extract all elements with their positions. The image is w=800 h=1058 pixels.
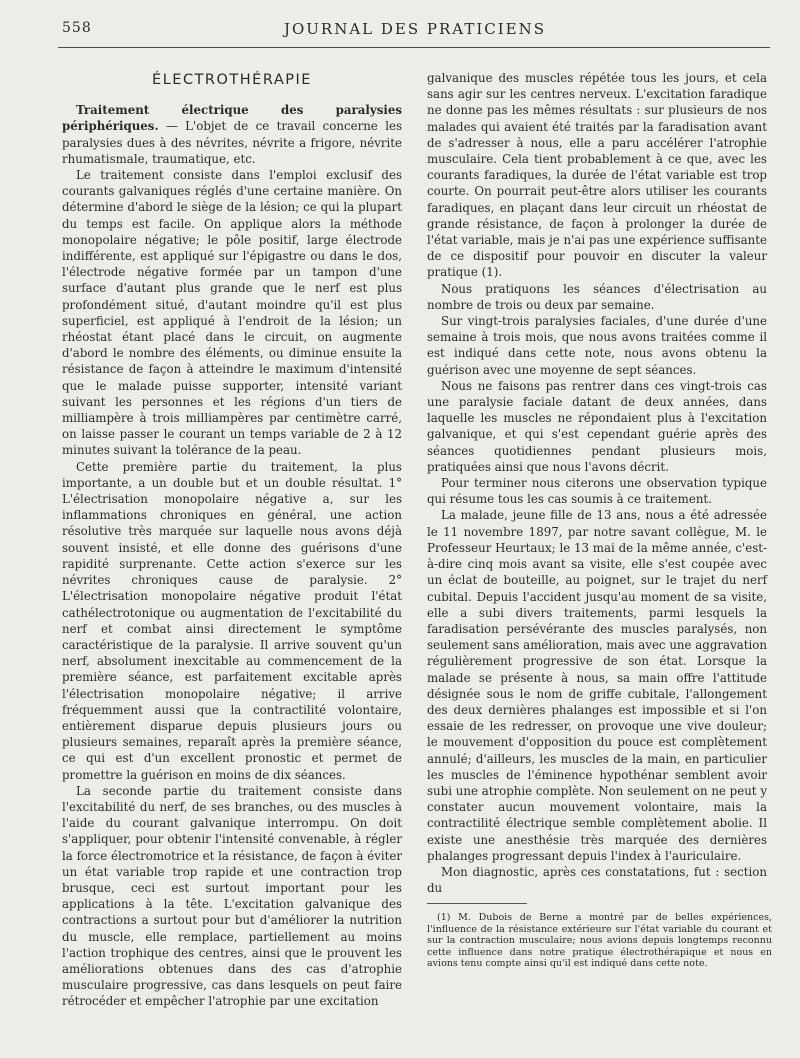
paragraph: Cette première partie du traitement, la plus importante, a un double but et un double résultat. 1° L'électrisation monopolaire négative a, sur les inflammations chroniques en général, une action résolutive très marquée sur laquelle nous avons déjà souvent insisté, et elle donne des guérisons d'une rapidité surprenante. Cette action s'exerce sur les névrites chroniques cause de paralysie. 2° L'électrisation monopolaire négative produit l'état cathélectrotonique ou augmentation de l'excitabilité du nerf et combat ainsi directement le symptôme caractéristique de la paralysie. Il arrive souvent qu'un nerf, absolument inexcitable au commencement de la première séance, est parfaitement excitable après l'électrisation monopolaire négative; il arrive fréquemment aussi que la contractilité volontaire, entièrement disparue depuis plusieurs jours ou plusieurs semaines, reparaît après la première séance, ce qui est d'un excellent pronostic et permet de promettre la guérison en moins de dix séances. (62, 459, 402, 782)
paragraph: La malade, jeune fille de 13 ans, nous a été adressée le 11 novembre 1897, par notre savant collègue, M. le Professeur Heurtaux; le 13 mai de la même année, c'est-à-dire cinq mois avant sa visite, elle s'est coupée avec un éclat de bouteille, au poignet, sur le trajet du nerf cubital. Depuis l'accident jusqu'au moment de sa visite, elle a subi divers traitements, parmi lesquels la faradisation persévérante des muscles paralysés, non seulement sans amélioration, mais avec une aggravation régulièrement progressive de son état. Lorsque la malade se présente à nous, sa main offre l'attitude désignée sous le nom de griffe cubitale, l'allongement des deux dernières phalanges est impossible et si l'on essaie de les redresser, on provoque une vive douleur; le mouvement d'opposition du pouce est complètement annulé; d'ailleurs, les muscles de la main, en particulier les muscles de l'éminence hypothénar semblent avoir subi une atrophie complète. Non seulement on ne peut y constater aucun mouvement volontaire, mais la contractilité électrique semble complètement abolie. Il existe une anesthésie très marquée des dernières phalanges progressant depuis l'index à l'auriculaire. (427, 508, 767, 863)
right-column (427, 70, 767, 896)
page-number: 558 (62, 20, 92, 36)
paragraph: Nous ne faisons pas rentrer dans ces vingt-trois cas une paralysie faciale datant de deux années, dans laquelle les muscles ne répondaient plus à l'excitation galvanique, et qui s'est cependant guérie après des séances quotidiennes pendant plusieurs mois, pratiquées ainsi que nous l'avons décrit. (427, 378, 767, 474)
paragraph: Le traitement consiste dans l'emploi exclusif des courants galvaniques réglés d'une certaine manière. On détermine d'abord le siège de la lésion; ce qui la plupart du temps est facile. On applique alors la méthode monopolaire négative; le pôle positif, large électrode indifférente, est appliqué sur l'épigastre ou dans le dos, l'électrode négative formée par un tampon d'une surface d'autant plus grande que le nerf est plus profondément situé, d'autant moindre qu'il est plus superficiel, est appliqué à l'endroit de la lésion; un rhéostat étant placé dans le circuit, on augmente d'abord le nombre des éléments, ou diminue ensuite la résistance de façon à atteindre le maximum d'intensité que le malade puisse supporter, intensité variant suivant les personnes et les régions d'un tiers de milliampère à trois milliampères par centimètre carré, on laisse passer le courant un temps variable de 2 à 12 minutes suivant la tolérance de la peau. (62, 168, 402, 458)
paragraph: Sur vingt-trois paralysies faciales, d'une durée d'une semaine à trois mois, que nous avons traitées comme il est indiqué dans cette note, nous avons obtenu la guérison avec une moyenne de sept séances. (427, 314, 767, 377)
footnote-rule (427, 903, 527, 904)
paragraph: Nous pratiquons les séances d'électrisation au nombre de trois ou deux par semaine. (427, 281, 767, 312)
section-title: ÉLECTROTHÉRAPIE (152, 72, 312, 88)
header-rule (58, 47, 770, 48)
page-header (60, 20, 770, 42)
paragraph: galvanique des muscles répétée tous les jours, et cela sans agir sur les centres nerveux. L'excitation faradique ne donne pas les mêmes résultats : sur plusieurs de nos malades qui avaient été traités par la faradisation avant de s'adresser à nous, elle a paru accélérer l'atrophie musculaire. Cela tient probablement à ce que, avec les courants faradiques, la durée de l'état variable est trop courte. On pourrait peut-être alors utiliser les courants faradiques, en plaçant dans leur circuit un rhéostat de grande résistance, de façon à prolonger la durée de l'état variable, mais je n'ai pas une expérience suffisante de ce dispositif pour pouvoir en discuter la valeur pratique (1). (427, 71, 767, 280)
article-intro (62, 102, 402, 167)
left-column (62, 70, 402, 1010)
footnote-text: (1) M. Dubois de Berne a montré par de belles expériences, l'influence de la résistance extérieure sur l'état variable du courant et sur la contraction musculaire; nous avions depuis longtemps reconnu cette influence dans notre pratique électrothérapique et nous en avions tenu compte ainsi qu'il est indiqué dans cette note. (427, 912, 772, 970)
paragraph: Mon diagnostic, après ces constatations, fut : section du (427, 864, 767, 896)
paragraph: — L'objet de ce travail concerne les paralysies dues à des névrites, névrite a frigore, névrite rhumatismale, traumatique, etc. (62, 119, 402, 166)
journal-title: JOURNAL DES PRATICIENS (283, 20, 547, 38)
article-subtitle: Traitement électrique des paralysies périphériques. (62, 103, 402, 134)
footnote (427, 912, 772, 970)
paragraph: La seconde partie du traitement consiste dans l'excitabilité du nerf, de ses branches, ou des muscles à l'aide du courant galvanique interrompu. On doit s'appliquer, pour obtenir l'intensité convenable, à régler la force électromotrice et la résistance, de façon à éviter un état variable trop rapide et une contraction trop brusque, ceci est surtout important pour les applications à la tête. L'excitation galvanique des contractions a surtout pour but d'améliorer la nutrition du muscle, elle remplace, partiellement au moins l'action trophique des centres, ainsi que le prouvent les améliorations obtenues dans des cas d'atrophie musculaire progressive, cas dans lesquels on peut faire rétrocéder et empêcher l'atrophie par une excitation (62, 783, 402, 1009)
paragraph: Pour terminer nous citerons une observation typique qui résume tous les cas soumis à ce traitement. (427, 476, 767, 507)
